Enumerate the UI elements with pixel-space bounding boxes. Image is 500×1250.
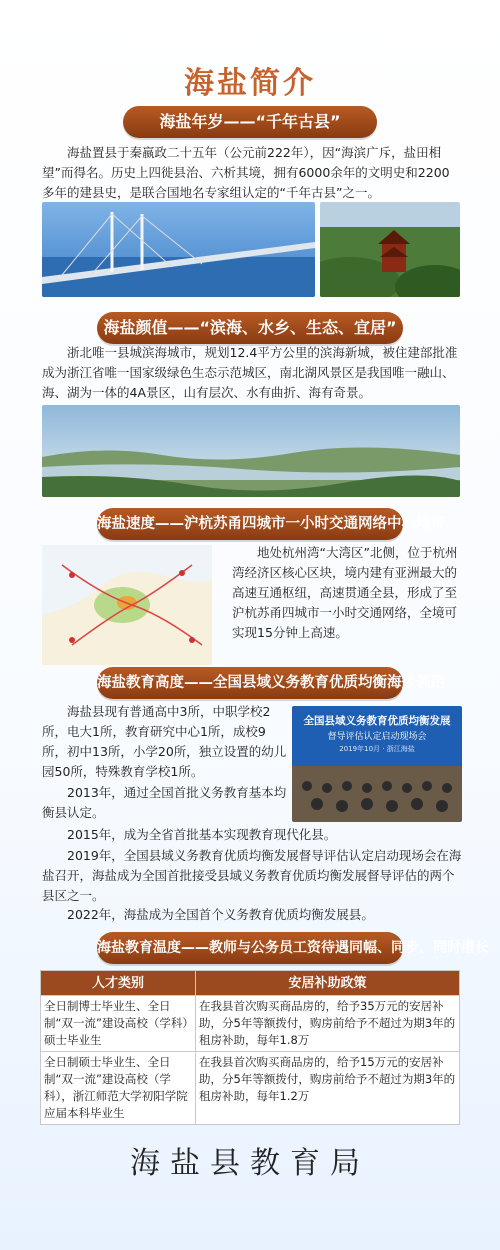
table-cell: 在我县首次购买商品房的，给予15万元的安居补助，分5年等额拨付，购房前给予不超过为期3年的租房补助，每年1.2万: [196, 1052, 460, 1125]
education-paragraph-2: 2013年，通过全国首批义务教育基本均衡县认定。: [42, 785, 287, 820]
section-heading-education: 海盐教育高度——全国县域义务教育优质均衡海盐领跑: [97, 667, 403, 699]
section-heading-welfare: 海盐教育温度——教师与公务员工资待遇同幅、同步、同时增长: [97, 932, 403, 964]
speed-paragraph: 地处杭州湾“大湾区”北侧，位于杭州湾经济区核心区块，境内建有亚洲最大的高速互通枢纽，高速贯通全县，形成了至沪杭苏甬四城市一小时交通网络，全境可实现15分钟上高速。: [232, 545, 458, 640]
footer-signature: 海盐县教育局: [130, 1146, 370, 1181]
bridge-photo: [42, 202, 315, 297]
table-row: [41, 1052, 460, 1125]
education-paragraph-1: 海盐县现有普通高中3所，中职学校2所，电大1所，教育研究中心1所，成校9所，初中13所，小学20所，独立设置的幼儿园50所，特殊教育学校1所。: [42, 704, 287, 779]
section-heading-scenery: 海盐颜值——“滨海、水乡、生态、宜居”: [97, 312, 403, 344]
table-header-policy: 安居补助政策: [196, 971, 460, 996]
conference-banner-title: 全国县域义务教育优质均衡发展: [303, 715, 451, 727]
transport-map: [42, 545, 212, 665]
policy-table: [40, 970, 460, 1125]
section-heading-history: 海盐年岁——“千年古县”: [123, 106, 377, 138]
table-header-row: [41, 971, 460, 996]
conference-banner-subtitle: 督导评估认定启动现场会: [327, 732, 427, 742]
lake-panorama-photo: [42, 405, 460, 497]
table-cell: 全日制博士毕业生、全日制“双一流”建设高校（学科）硕士毕业生: [41, 996, 196, 1052]
table-row: [41, 996, 460, 1052]
page-title: 海盐简介: [184, 66, 316, 101]
table-cell: 在我县首次购买商品房的，给予35万元的安居补助，分5年等额拨付，购房前给予不超过为期3年的租房补助，每年1.8万: [196, 996, 460, 1052]
pavilion-photo: [320, 202, 460, 297]
table-cell: 全日制硕士毕业生、全日制“双一流”建设高校（学科），浙江师范大学初阳学院应届本科毕业生: [41, 1052, 196, 1125]
education-paragraph-4: 2019年，全国县域义务教育优质均衡发展督导评估认定启动现场会在海盐召开，海盐成为全国首批接受县域义务教育优质均衡发展督导评估的两个县区之一。: [42, 848, 462, 903]
table-header-category: 人才类别: [41, 971, 196, 996]
conference-banner-date: 2019年10月 · 浙江海盐: [339, 745, 415, 753]
scenery-paragraph: 浙北唯一县城滨海城市，规划12.4平方公里的滨海新城，被住建部批准成为浙江省唯一国家级绿色生态示范城区，南北湖风景区是我国唯一融山、海、湖为一体的4A景区，山有层次、水有曲折、海有奇景。: [42, 345, 458, 400]
conference-photo: [292, 706, 462, 822]
education-paragraph-5: 2022年，海盐成为全国首个义务教育优质均衡发展县。: [67, 907, 374, 922]
history-paragraph: 海盐置县于秦嬴政二十五年（公元前222年），因“海滨广斥，盐田相望”而得名。历史上四徙县治、六析其境，拥有6000余年的文明史和2200多年的建县史，是联合国地名专家组认定的“千年古县”之一。: [42, 145, 450, 200]
education-paragraph-3: 2015年，成为全省首批基本实现教育现代化县。: [67, 827, 337, 842]
section-heading-speed: 海盐速度——沪杭苏甬四城市一小时交通网络中心地带: [97, 508, 403, 540]
